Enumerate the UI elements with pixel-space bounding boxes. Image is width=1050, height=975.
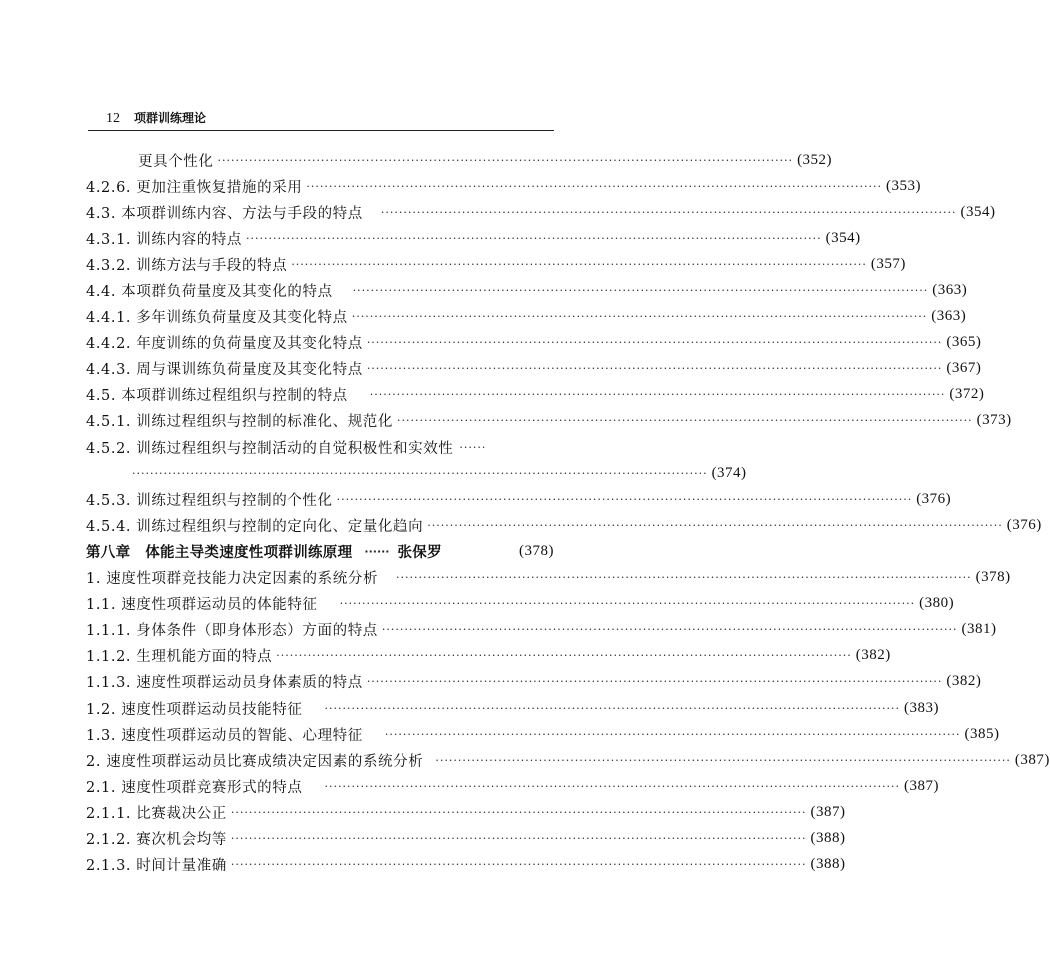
dot-leader: ································································································································ (324, 779, 901, 793)
toc-entry (86, 695, 940, 721)
toc-entry (86, 147, 833, 173)
toc-entry-page: (387) (904, 777, 940, 794)
toc-entry-title: 4.5. 本项群训练过程组织与控制的特点 (86, 388, 348, 405)
toc-entry-title: 2.1.3. 时间计量准确 (86, 858, 227, 875)
toc-entry-page: (388) (810, 856, 846, 873)
toc-entry-page: (388) (810, 829, 846, 846)
toc-entry-title: 4.3.1. 训练内容的特点 (86, 231, 243, 248)
dot-leader: ································································································································ (324, 701, 901, 715)
toc-entry (86, 356, 982, 382)
toc-entry (86, 277, 968, 303)
toc-entry (86, 330, 982, 356)
toc-entry-title: 4.2.6. 更加注重恢复措施的采用 (86, 179, 303, 196)
dot-leader: ································································································································ (336, 492, 913, 506)
toc-entry-page: (378) (975, 569, 1011, 586)
toc-entry-page: (354) (825, 229, 861, 246)
toc-entry-page: (352) (797, 151, 833, 168)
toc-entry-page: (380) (919, 595, 955, 612)
running-header-title: 项群训练理论 (134, 111, 207, 125)
toc-entry (86, 512, 1042, 538)
page-number: 12 (106, 111, 120, 126)
toc-entry (86, 852, 846, 878)
dot-leader: ································································································································ (369, 388, 946, 402)
toc-entry-page: (365) (946, 334, 982, 351)
dot-leader: ································································································································ (230, 831, 807, 845)
toc-entry-title: 4.5.4. 训练过程组织与控制的定向化、定量化趋向 (86, 518, 424, 535)
toc-entry (86, 225, 861, 251)
toc-entry (86, 669, 982, 695)
dot-leader: ······ (364, 544, 390, 558)
toc-entry-page: (378) (519, 542, 554, 559)
toc-entry (86, 617, 997, 643)
dot-leader: ································································································································ (276, 649, 852, 663)
toc-entry-title: 1.1.3. 速度性项群运动员身体素质的特点 (86, 675, 363, 692)
toc-entry-page: (385) (964, 725, 1000, 742)
header-rule (88, 130, 554, 131)
toc-entry-page: (376) (916, 490, 952, 507)
toc-entry-title: 2. 速度性项群运动员比赛成绩决定因素的系统分析 (86, 753, 424, 770)
toc-entry-page: (383) (904, 699, 940, 716)
toc-entry (86, 486, 952, 512)
toc-entry (86, 304, 967, 330)
toc-entry-continuation (86, 460, 747, 486)
toc-entry-title: 1. 速度性项群竞技能力决定因素的系统分析 (86, 571, 379, 588)
toc-entry (86, 643, 891, 669)
toc-entry (86, 747, 1050, 773)
toc-entry-title: 1.1. 速度性项群运动员的体能特征 (86, 597, 318, 614)
toc-entry (86, 591, 955, 617)
toc-entry-page: (353) (885, 177, 921, 194)
toc-entry-page: (387) (810, 803, 846, 820)
dot-leader: ································································································································ (291, 257, 867, 271)
toc-entry-page: (354) (960, 203, 996, 220)
toc-entry-title: 4.4.3. 周与课训练负荷量度及其变化特点 (86, 362, 363, 379)
toc-entry-title: 4.4.2. 年度训练的负荷量度及其变化特点 (86, 336, 363, 353)
toc-entry (86, 721, 1000, 747)
toc-entry-page: (382) (946, 673, 982, 690)
dot-leader: ································································································································ (381, 623, 958, 637)
toc-entry (86, 173, 921, 199)
dot-leader: ································································································································ (380, 205, 957, 219)
dot-leader: ································································································································ (366, 675, 943, 689)
toc-entry (86, 199, 996, 225)
toc-entry-title: 4.3. 本项群训练内容、方法与手段的特点 (86, 205, 363, 222)
toc-entry (86, 773, 940, 799)
chapter-author: 张保罗 (397, 544, 442, 561)
dot-leader: ································································································································ (306, 179, 882, 193)
toc-entry-title: 4.4.1. 多年训练负荷量度及其变化特点 (86, 310, 348, 327)
toc-entry (86, 825, 846, 851)
dot-leader: ································································································································ (396, 571, 972, 585)
dot-leader: ································································································································ (352, 284, 929, 298)
dot-leader: ································································································································ (427, 518, 1003, 532)
toc-entry (86, 408, 1012, 434)
dot-leader: ································································································································ (230, 858, 807, 872)
toc-entry-page: (376) (1006, 516, 1042, 533)
toc-entry-page: (367) (946, 360, 982, 377)
dot-leader: ································································································································ (217, 153, 794, 167)
toc-entry-page: (357) (870, 255, 906, 272)
toc-entry-title: 1.2. 速度性项群运动员技能特征 (86, 701, 303, 718)
dot-leader: ································································································································ (384, 727, 961, 741)
toc-entry-title: 4.4. 本项群负荷量度及其变化的特点 (86, 284, 333, 301)
dot-leader: ································································································································ (246, 231, 822, 245)
dot-leader: ································································································································ (351, 310, 928, 324)
toc-entry-title: 1.1.1. 身体条件（即身体形态）方面的特点 (86, 623, 378, 640)
dot-leader: ································································································································ (339, 597, 916, 611)
toc-entry-page: (372) (949, 386, 985, 403)
dot-leader: ······ (459, 440, 487, 454)
chapter-title: 第八章 体能主导类速度性项群训练原理 (86, 544, 353, 561)
dot-leader: ································································································································ (366, 336, 943, 350)
table-of-contents (86, 147, 1050, 878)
toc-entry-title: 1.1.2. 生理机能方面的特点 (86, 649, 273, 666)
toc-entry (86, 251, 906, 277)
toc-entry-title: 2.1.2. 赛次机会均等 (86, 831, 227, 848)
running-header (88, 109, 554, 127)
toc-entry-title: 更具个性化 (138, 153, 214, 170)
toc-entry-page: (387) (1014, 751, 1050, 768)
dot-leader: ································································································································ (435, 753, 1011, 767)
toc-entry-title: 2.1.1. 比赛裁决公正 (86, 805, 227, 822)
dot-leader: ································································································································ (366, 362, 943, 376)
toc-entry-page: (374) (711, 464, 747, 481)
toc-entry (86, 382, 985, 408)
toc-entry (86, 565, 1011, 591)
dot-leader: ································································································································ (397, 414, 973, 428)
toc-entry-title: 4.3.2. 训练方法与手段的特点 (86, 257, 288, 274)
toc-entry-title: 4.5.3. 训练过程组织与控制的个性化 (86, 492, 333, 509)
toc-entry-page: (381) (961, 621, 997, 638)
toc-entry-page: (363) (932, 282, 968, 299)
toc-entry-page: (373) (976, 412, 1012, 429)
toc-chapter-heading (86, 538, 554, 564)
toc-entry-page: (382) (855, 647, 891, 664)
toc-entry-title: 2.1. 速度性项群竞赛形式的特点 (86, 779, 303, 796)
toc-entry (86, 434, 554, 460)
toc-entry-title: 4.5.2. 训练过程组织与控制活动的自觉积极性和实效性 (86, 440, 454, 457)
toc-entry (86, 799, 846, 825)
toc-entry-page: (363) (931, 308, 967, 325)
dot-leader: ································································································································ (132, 466, 708, 480)
toc-entry-title: 4.5.1. 训练过程组织与控制的标准化、规范化 (86, 414, 394, 431)
dot-leader: ································································································································ (230, 805, 807, 819)
toc-entry-title: 1.3. 速度性项群运动员的智能、心理特征 (86, 727, 363, 744)
